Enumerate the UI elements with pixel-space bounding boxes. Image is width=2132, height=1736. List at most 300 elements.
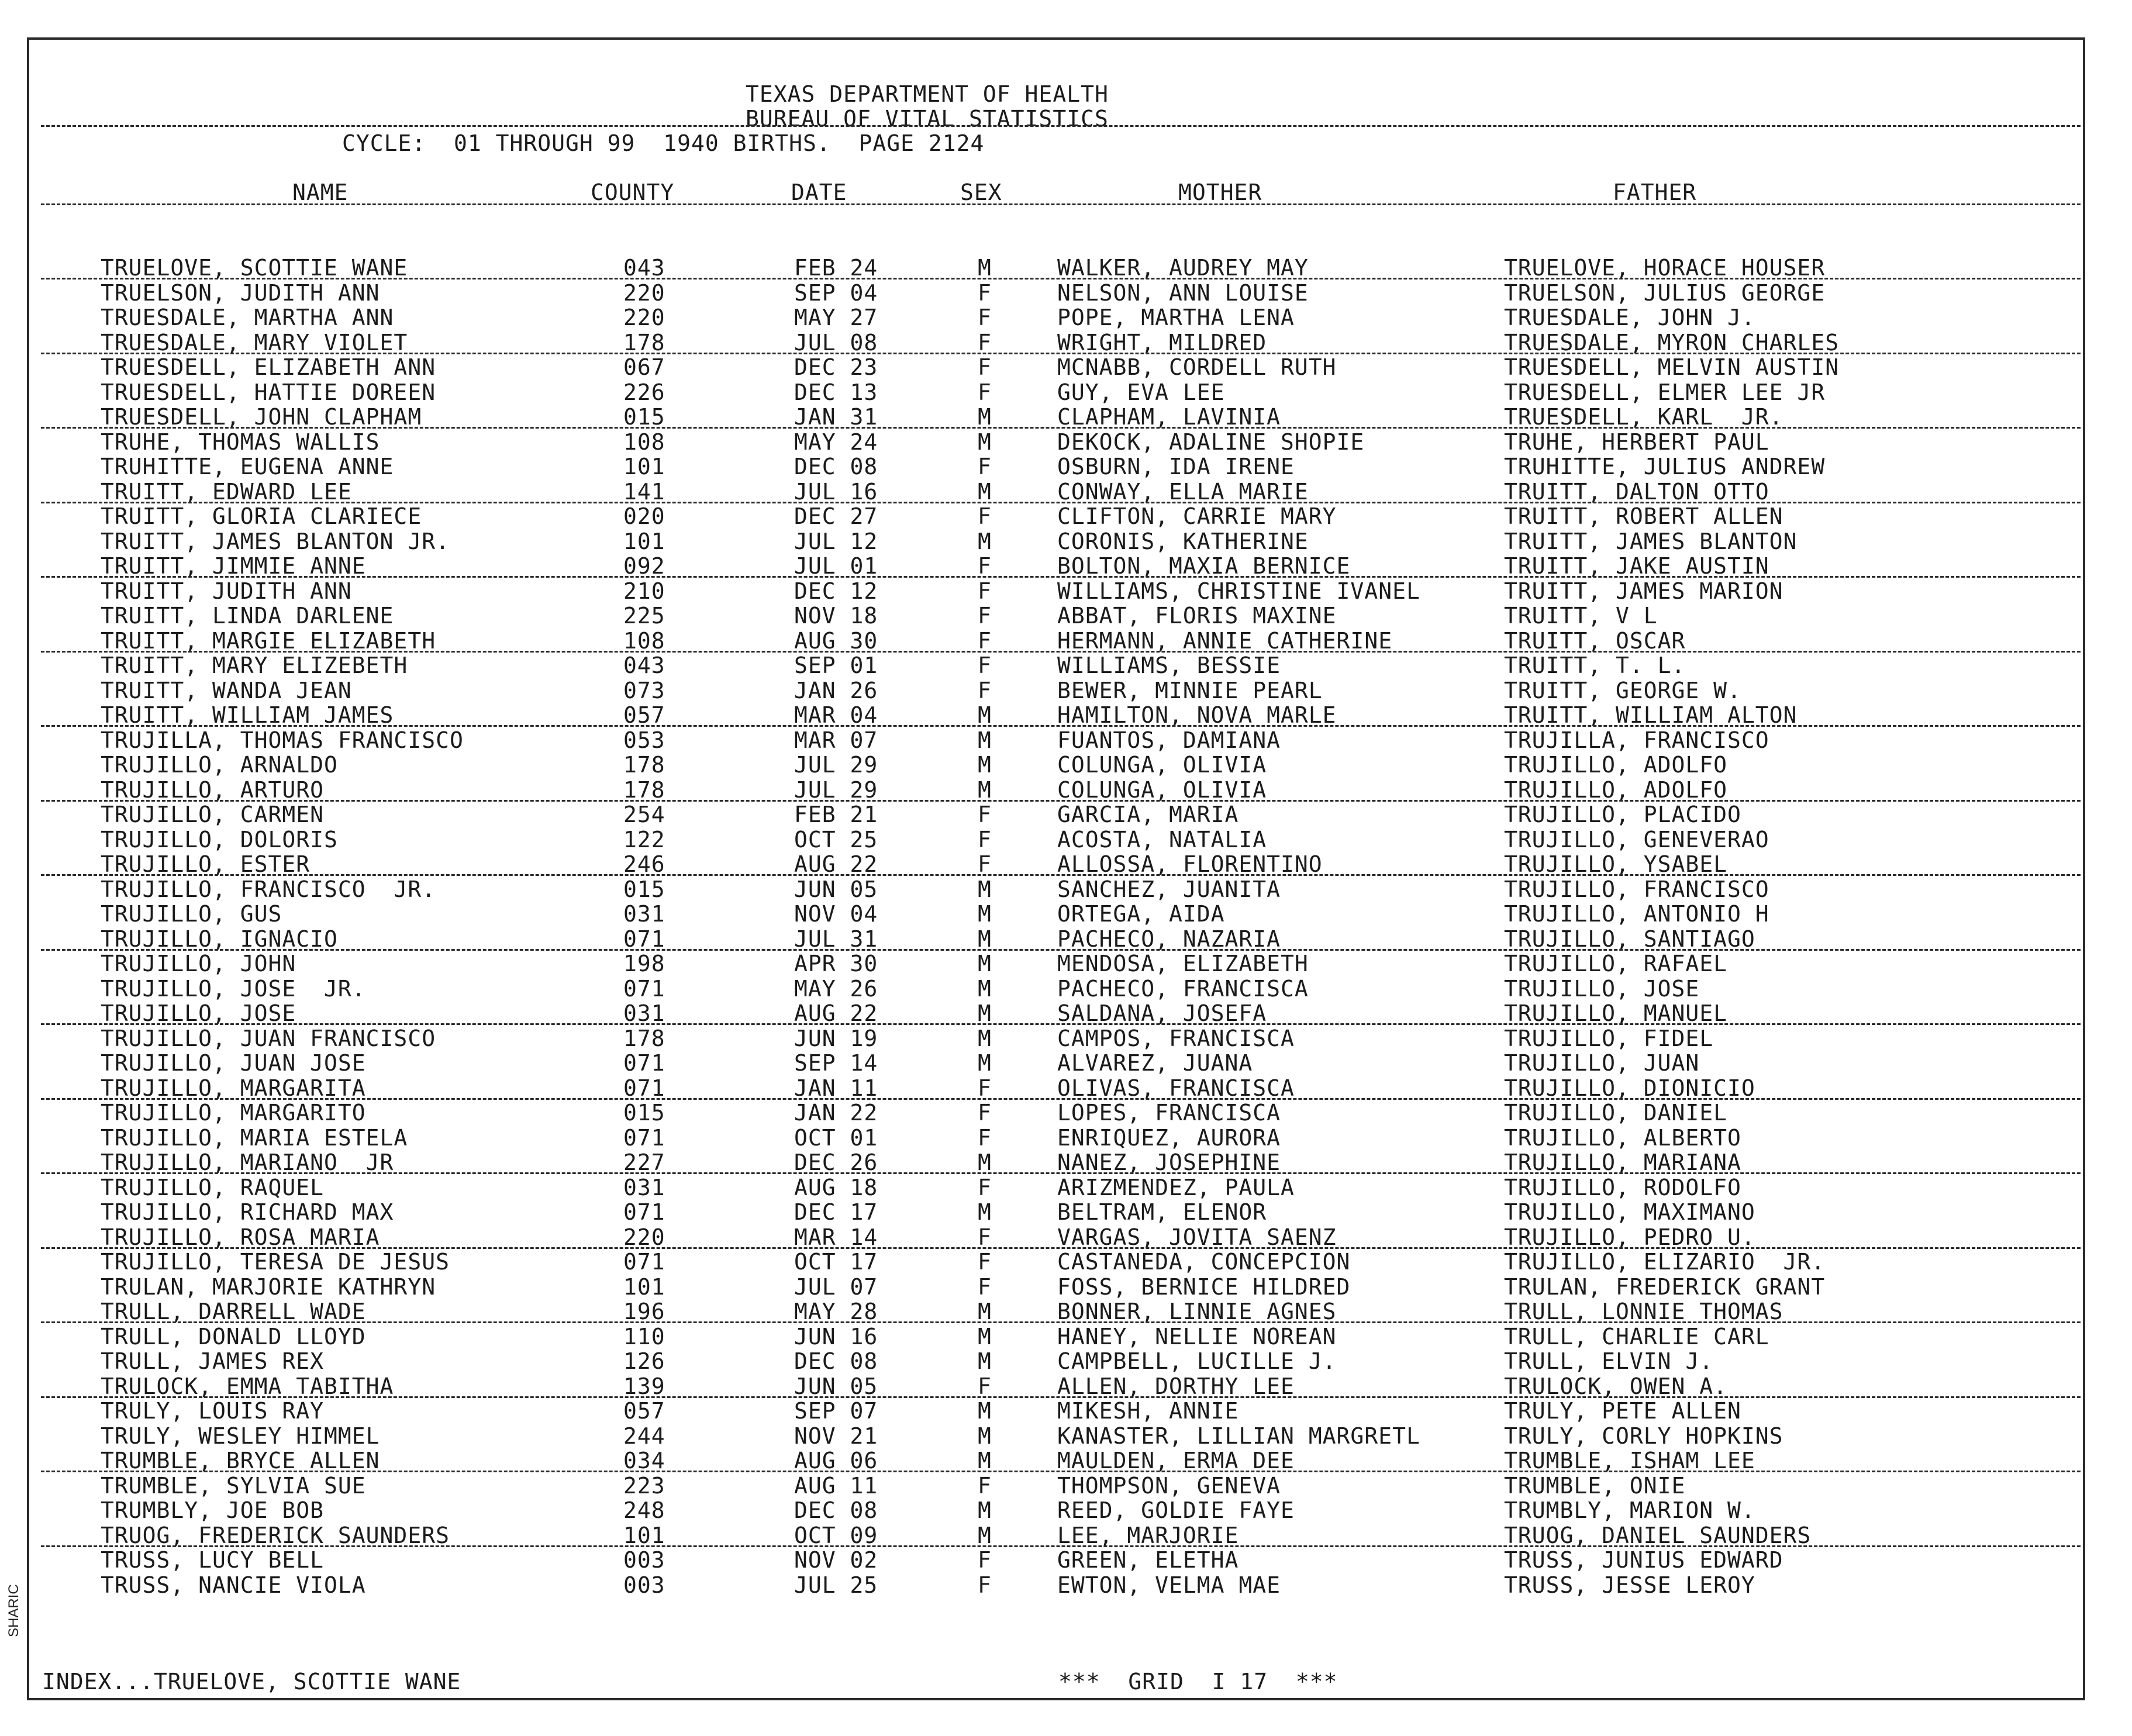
- record-father: TRUJILLO, GENEVERAO: [1504, 826, 1769, 853]
- record-mother: OLIVAS, FRANCISCA: [1057, 1075, 1295, 1101]
- record-father: TRUMBLE, ISHAM LEE: [1504, 1448, 1755, 1473]
- record-mother: MENDOSA, ELIZABETH: [1057, 951, 1309, 976]
- record-row: [0, 603, 2132, 629]
- row-separator: [41, 1471, 2081, 1472]
- record-sex: M: [978, 1448, 992, 1473]
- record-mother: HAMILTON, NOVA MARLE: [1057, 702, 1337, 728]
- record-name: TRUSS, LUCY BELL: [101, 1547, 325, 1573]
- grid-footer: *** GRID I 17 ***: [1058, 1669, 1338, 1694]
- column-header-rule: [41, 203, 2081, 205]
- record-mother: THOMPSON, GENEVA: [1057, 1472, 1281, 1499]
- record-sex: F: [978, 1273, 992, 1300]
- record-mother: BELTRAM, ELENOR: [1057, 1199, 1267, 1225]
- record-father: TRUITT, ROBERT ALLEN: [1504, 503, 1783, 529]
- record-date: JUN 16: [794, 1323, 878, 1350]
- record-name: TRUITT, JUDITH ANN: [101, 578, 352, 604]
- record-date: JUL 31: [794, 926, 878, 952]
- record-name: TRUESDELL, ELIZABETH ANN: [101, 354, 436, 380]
- row-separator: [41, 576, 2081, 578]
- row-separator: [41, 278, 2081, 279]
- record-sex: F: [978, 677, 992, 703]
- record-date: MAY 28: [794, 1299, 878, 1324]
- record-date: MAY 26: [794, 975, 878, 1002]
- record-sex: F: [978, 1075, 992, 1101]
- record-county: 244: [623, 1423, 665, 1449]
- record-row: [0, 504, 2132, 529]
- record-row: [0, 1399, 2132, 1424]
- record-date: MAY 27: [794, 305, 878, 330]
- record-mother: CAMPOS, FRANCISCA: [1057, 1025, 1295, 1051]
- record-date: DEC 08: [794, 1348, 878, 1374]
- record-mother: FUANTOS, DAMIANA: [1057, 727, 1281, 753]
- record-county: 071: [623, 975, 665, 1002]
- record-row: [0, 1250, 2132, 1275]
- record-mother: ALLEN, DORTHY LEE: [1057, 1373, 1295, 1399]
- record-row: [0, 1448, 2132, 1473]
- column-header-father: FATHER: [1613, 180, 1697, 205]
- record-row: [0, 579, 2132, 604]
- record-mother: MAULDEN, ERMA DEE: [1057, 1448, 1295, 1473]
- cycle-line: CYCLE: 01 THROUGH 99 1940 BIRTHS. PAGE 2124: [342, 130, 985, 156]
- record-date: AUG 22: [794, 851, 878, 877]
- record-sex: M: [978, 1348, 992, 1374]
- record-sex: M: [978, 901, 992, 927]
- record-father: TRUMBLE, ONIE: [1504, 1472, 1686, 1499]
- record-name: TRUITT, WILLIAM JAMES: [101, 702, 394, 728]
- record-name: TRUJILLO, RICHARD MAX: [101, 1199, 394, 1225]
- record-father: TRULOCK, OWEN A.: [1504, 1373, 1728, 1399]
- record-name: TRUMBLE, BRYCE ALLEN: [101, 1448, 380, 1473]
- record-mother: ALVAREZ, JUANA: [1057, 1050, 1253, 1076]
- bureau-title: BUREAU OF VITAL STATISTICS: [746, 106, 1109, 132]
- record-name: TRUESDALE, MARY VIOLET: [101, 329, 408, 356]
- record-sex: M: [978, 752, 992, 778]
- record-name: TRUMBLE, SYLVIA SUE: [101, 1472, 366, 1499]
- record-date: DEC 17: [794, 1199, 878, 1225]
- row-separator: [41, 874, 2081, 876]
- record-sex: M: [978, 1398, 992, 1424]
- record-name: TRUJILLO, ESTER: [101, 851, 311, 877]
- record-sex: M: [978, 478, 992, 505]
- record-date: NOV 02: [794, 1547, 878, 1573]
- record-row: [0, 330, 2132, 356]
- record-mother: WALKER, AUDREY MAY: [1057, 255, 1309, 281]
- record-sex: F: [978, 802, 992, 827]
- record-county: 139: [623, 1373, 665, 1399]
- record-row: [0, 1026, 2132, 1051]
- record-father: TRULAN, FREDERICK GRANT: [1504, 1273, 1826, 1300]
- record-father: TRUJILLO, DIONICIO: [1504, 1075, 1755, 1101]
- record-sex: M: [978, 1522, 992, 1548]
- record-sex: F: [978, 1572, 992, 1598]
- record-row: [0, 1548, 2132, 1573]
- record-row: [0, 1424, 2132, 1449]
- record-date: JUL 12: [794, 528, 878, 554]
- record-date: JAN 11: [794, 1075, 878, 1101]
- record-date: SEP 01: [794, 653, 878, 678]
- record-mother: WRIGHT, MILDRED: [1057, 329, 1267, 356]
- record-county: 220: [623, 1224, 665, 1250]
- record-county: 223: [623, 1472, 665, 1499]
- record-sex: M: [978, 975, 992, 1002]
- record-name: TRUJILLO, JOHN: [101, 951, 296, 976]
- record-mother: CLAPHAM, LAVINIA: [1057, 404, 1281, 430]
- record-sex: M: [978, 702, 992, 728]
- record-mother: SANCHEZ, JUANITA: [1057, 876, 1281, 902]
- record-mother: WILLIAMS, CHRISTINE IVANEL: [1057, 578, 1420, 604]
- record-date: OCT 01: [794, 1124, 878, 1151]
- record-county: 015: [623, 876, 665, 902]
- record-name: TRUESDELL, JOHN CLAPHAM: [101, 404, 422, 430]
- record-county: 031: [623, 1174, 665, 1200]
- record-sex: F: [978, 305, 992, 330]
- record-county: 015: [623, 404, 665, 430]
- record-name: TRUITT, EDWARD LEE: [101, 478, 352, 505]
- record-row: [0, 1473, 2132, 1499]
- record-county: 126: [623, 1348, 665, 1374]
- record-date: JUL 16: [794, 478, 878, 505]
- record-mother: ABBAT, FLORIS MAXINE: [1057, 603, 1337, 629]
- record-mother: ALLOSSA, FLORENTINO: [1057, 851, 1323, 877]
- record-county: 101: [623, 1522, 665, 1548]
- record-name: TRUJILLA, THOMAS FRANCISCO: [101, 727, 464, 753]
- record-date: JAN 31: [794, 404, 878, 430]
- record-mother: POPE, MARTHA LENA: [1057, 305, 1295, 330]
- record-father: TRUJILLO, PLACIDO: [1504, 802, 1741, 827]
- record-row: [0, 1001, 2132, 1026]
- record-name: TRULL, JAMES REX: [101, 1348, 325, 1374]
- record-sex: F: [978, 603, 992, 629]
- record-father: TRUITT, DALTON OTTO: [1504, 478, 1769, 505]
- record-father: TRUITT, V L: [1504, 603, 1658, 629]
- record-father: TRUESDELL, MELVIN AUSTIN: [1504, 354, 1840, 380]
- record-county: 178: [623, 1025, 665, 1051]
- record-date: JUL 29: [794, 752, 878, 778]
- record-date: NOV 18: [794, 603, 878, 629]
- record-father: TRUHITTE, JULIUS ANDREW: [1504, 454, 1826, 479]
- record-father: TRUJILLO, DANIEL: [1504, 1100, 1728, 1126]
- record-county: 071: [623, 1249, 665, 1275]
- record-row: [0, 1126, 2132, 1151]
- record-name: TRUHE, THOMAS WALLIS: [101, 429, 380, 455]
- record-county: 220: [623, 279, 665, 306]
- record-county: 248: [623, 1497, 665, 1523]
- record-mother: MCNABB, CORDELL RUTH: [1057, 354, 1337, 380]
- record-father: TRUJILLO, PEDRO U.: [1504, 1224, 1755, 1250]
- record-county: 210: [623, 578, 665, 604]
- record-mother: ACOSTA, NATALIA: [1057, 826, 1267, 853]
- record-county: 003: [623, 1572, 665, 1598]
- record-row: [0, 454, 2132, 479]
- record-county: 198: [623, 951, 665, 976]
- record-sex: F: [978, 851, 992, 877]
- record-date: FEB 24: [794, 255, 878, 281]
- record-county: 073: [623, 677, 665, 703]
- record-mother: HANEY, NELLIE NOREAN: [1057, 1323, 1337, 1350]
- record-father: TRUJILLO, ADOLFO: [1504, 752, 1728, 778]
- record-row: [0, 877, 2132, 902]
- record-sex: F: [978, 354, 992, 380]
- record-mother: FOSS, BERNICE HILDRED: [1057, 1273, 1351, 1300]
- record-row: [0, 554, 2132, 579]
- record-row: [0, 430, 2132, 455]
- index-footer: INDEX...TRUELOVE, SCOTTIE WANE: [42, 1669, 461, 1694]
- record-county: 122: [623, 826, 665, 853]
- record-name: TRUJILLO, MARGARITO: [101, 1100, 366, 1126]
- record-mother: VARGAS, JOVITA SAENZ: [1057, 1224, 1337, 1250]
- record-date: FEB 21: [794, 802, 878, 827]
- record-father: TRULY, CORLY HOPKINS: [1504, 1423, 1783, 1449]
- record-county: 101: [623, 1273, 665, 1300]
- record-row: [0, 1573, 2132, 1598]
- record-sex: F: [978, 627, 992, 654]
- record-name: TRUJILLO, DOLORIS: [101, 826, 338, 853]
- record-mother: ORTEGA, AIDA: [1057, 901, 1225, 927]
- row-separator: [41, 1023, 2081, 1025]
- record-sex: F: [978, 1100, 992, 1126]
- record-sex: M: [978, 1000, 992, 1026]
- record-county: 043: [623, 255, 665, 281]
- column-header-sex: SEX: [960, 180, 1002, 205]
- record-sex: F: [978, 653, 992, 678]
- record-row: [0, 629, 2132, 654]
- record-row: [0, 976, 2132, 1002]
- record-father: TRUJILLO, JUAN: [1504, 1050, 1700, 1076]
- record-name: TRUSS, NANCIE VIOLA: [101, 1572, 366, 1598]
- record-mother: COLUNGA, OLIVIA: [1057, 752, 1267, 778]
- record-county: 196: [623, 1299, 665, 1324]
- record-father: TRUJILLO, SANTIAGO: [1504, 926, 1755, 952]
- record-county: 246: [623, 851, 665, 877]
- record-sex: F: [978, 1124, 992, 1151]
- record-father: TRUSS, JESSE LEROY: [1504, 1572, 1755, 1598]
- record-name: TRUJILLO, JUAN JOSE: [101, 1050, 366, 1076]
- record-mother: OSBURN, IDA IRENE: [1057, 454, 1295, 479]
- record-date: DEC 12: [794, 578, 878, 604]
- record-date: JUL 25: [794, 1572, 878, 1598]
- record-name: TRULY, LOUIS RAY: [101, 1398, 325, 1424]
- record-sex: M: [978, 776, 992, 803]
- record-father: TRUJILLO, MAXIMANO: [1504, 1199, 1755, 1225]
- record-row: [0, 753, 2132, 778]
- record-sex: F: [978, 1472, 992, 1499]
- record-mother: DEKOCK, ADALINE SHOPIE: [1057, 429, 1365, 455]
- record-county: 101: [623, 528, 665, 554]
- record-row: [0, 1076, 2132, 1101]
- record-row: [0, 479, 2132, 505]
- record-row: [0, 728, 2132, 753]
- record-row: [0, 653, 2132, 678]
- column-header-county: COUNTY: [591, 180, 675, 205]
- record-father: TRUJILLO, RAFAEL: [1504, 951, 1728, 976]
- record-date: OCT 25: [794, 826, 878, 853]
- record-name: TRULL, DONALD LLOYD: [101, 1323, 366, 1350]
- record-county: 227: [623, 1150, 665, 1175]
- record-date: OCT 17: [794, 1249, 878, 1275]
- record-name: TRUELSON, JUDITH ANN: [101, 279, 380, 306]
- record-name: TRUESDELL, HATTIE DOREEN: [101, 379, 436, 405]
- record-date: JAN 22: [794, 1100, 878, 1126]
- record-date: SEP 07: [794, 1398, 878, 1424]
- record-county: 071: [623, 926, 665, 952]
- record-sex: F: [978, 553, 992, 579]
- record-name: TRUITT, MARGIE ELIZABETH: [101, 627, 436, 654]
- record-county: 178: [623, 329, 665, 356]
- record-row: [0, 1275, 2132, 1300]
- record-sex: M: [978, 727, 992, 753]
- record-row: [0, 1324, 2132, 1350]
- record-sex: F: [978, 826, 992, 853]
- record-date: DEC 26: [794, 1150, 878, 1175]
- record-father: TRUJILLO, YSABEL: [1504, 851, 1728, 877]
- record-name: TRUITT, WANDA JEAN: [101, 677, 352, 703]
- record-date: MAR 07: [794, 727, 878, 753]
- record-row: [0, 256, 2132, 281]
- record-row: [0, 355, 2132, 380]
- record-row: [0, 305, 2132, 330]
- record-name: TRUJILLO, IGNACIO: [101, 926, 338, 952]
- record-father: TRUELSON, JULIUS GEORGE: [1504, 279, 1826, 306]
- record-father: TRUITT, JAMES MARION: [1504, 578, 1783, 604]
- record-father: TRUMBLY, MARION W.: [1504, 1497, 1755, 1523]
- record-father: TRUITT, JAMES BLANTON: [1504, 528, 1798, 554]
- record-county: 178: [623, 776, 665, 803]
- record-name: TRUITT, JIMMIE ANNE: [101, 553, 366, 579]
- record-sex: M: [978, 1050, 992, 1076]
- record-row: [0, 1200, 2132, 1225]
- record-name: TRUJILLO, GUS: [101, 901, 282, 927]
- record-date: DEC 13: [794, 379, 878, 405]
- record-name: TRUJILLO, CARMEN: [101, 802, 325, 827]
- record-sex: M: [978, 876, 992, 902]
- record-date: NOV 21: [794, 1423, 878, 1449]
- row-separator: [41, 1172, 2081, 1174]
- record-row: [0, 1523, 2132, 1548]
- record-date: JUN 05: [794, 876, 878, 902]
- record-row: [0, 951, 2132, 976]
- record-date: JUN 05: [794, 1373, 878, 1399]
- record-row: [0, 678, 2132, 703]
- record-name: TRUJILLO, MARIANO JR: [101, 1150, 394, 1175]
- record-mother: KANASTER, LILLIAN MARGRETL: [1057, 1423, 1420, 1449]
- record-county: 110: [623, 1323, 665, 1350]
- record-date: AUG 06: [794, 1448, 878, 1473]
- record-father: TRUITT, JAKE AUSTIN: [1504, 553, 1769, 579]
- record-name: TRUHITTE, EUGENA ANNE: [101, 454, 394, 479]
- record-date: SEP 04: [794, 279, 878, 306]
- record-date: NOV 04: [794, 901, 878, 927]
- record-row: [0, 1349, 2132, 1374]
- record-row: [0, 827, 2132, 853]
- record-father: TRUESDALE, JOHN J.: [1504, 305, 1755, 330]
- record-father: TRUESDALE, MYRON CHARLES: [1504, 329, 1840, 356]
- birth-records-list: [0, 256, 2132, 1597]
- record-sex: M: [978, 926, 992, 952]
- record-name: TRUJILLO, FRANCISCO JR.: [101, 876, 436, 902]
- record-name: TRUJILLO, RAQUEL: [101, 1174, 325, 1200]
- record-father: TRUESDELL, KARL JR.: [1504, 404, 1783, 430]
- record-sex: M: [978, 528, 992, 554]
- record-row: [0, 852, 2132, 877]
- record-row: [0, 1299, 2132, 1324]
- record-sex: F: [978, 1174, 992, 1200]
- record-row: [0, 778, 2132, 803]
- record-mother: CONWAY, ELLA MARIE: [1057, 478, 1309, 505]
- record-mother: BONNER, LINNIE AGNES: [1057, 1299, 1337, 1324]
- record-row: [0, 529, 2132, 554]
- record-father: TRUITT, OSCAR: [1504, 627, 1686, 654]
- record-date: OCT 09: [794, 1522, 878, 1548]
- record-father: TRUJILLO, ANTONIO H: [1504, 901, 1769, 927]
- record-date: JAN 26: [794, 677, 878, 703]
- record-mother: CORONIS, KATHERINE: [1057, 528, 1309, 554]
- record-date: JUL 07: [794, 1273, 878, 1300]
- record-name: TRUOG, FREDERICK SAUNDERS: [101, 1522, 450, 1548]
- record-county: 141: [623, 478, 665, 505]
- record-county: 057: [623, 1398, 665, 1424]
- record-county: 003: [623, 1547, 665, 1573]
- record-date: MAY 24: [794, 429, 878, 455]
- record-name: TRUJILLO, JOSE JR.: [101, 975, 366, 1002]
- record-date: DEC 23: [794, 354, 878, 380]
- record-county: 108: [623, 627, 665, 654]
- record-name: TRUITT, MARY ELIZEBETH: [101, 653, 408, 678]
- record-row: [0, 902, 2132, 927]
- record-row: [0, 1175, 2132, 1200]
- record-sex: M: [978, 429, 992, 455]
- record-row: [0, 1225, 2132, 1250]
- record-mother: ARIZMENDEZ, PAULA: [1057, 1174, 1295, 1200]
- record-mother: PACHECO, NAZARIA: [1057, 926, 1281, 952]
- record-name: TRUJILLO, ARTURO: [101, 776, 325, 803]
- record-county: 015: [623, 1100, 665, 1126]
- agency-title: TEXAS DEPARTMENT OF HEALTH: [746, 81, 1109, 107]
- record-sex: F: [978, 379, 992, 405]
- record-name: TRUJILLO, JOSE: [101, 1000, 296, 1026]
- record-name: TRUITT, JAMES BLANTON JR.: [101, 528, 450, 554]
- record-mother: GUY, EVA LEE: [1057, 379, 1225, 405]
- record-date: JUL 08: [794, 329, 878, 356]
- record-sex: M: [978, 404, 992, 430]
- record-date: JUL 01: [794, 553, 878, 579]
- record-row: [0, 1051, 2132, 1076]
- row-separator: [41, 1321, 2081, 1323]
- record-sex: M: [978, 1150, 992, 1175]
- record-mother: NELSON, ANN LOUISE: [1057, 279, 1309, 306]
- record-sex: F: [978, 454, 992, 479]
- record-sex: M: [978, 1299, 992, 1324]
- record-row: [0, 1498, 2132, 1523]
- record-county: 101: [623, 454, 665, 479]
- record-name: TRUMBLY, JOE BOB: [101, 1497, 325, 1523]
- record-name: TRUJILLO, TERESA DE JESUS: [101, 1249, 450, 1275]
- record-father: TRUESDELL, ELMER LEE JR: [1504, 379, 1826, 405]
- record-sex: M: [978, 1025, 992, 1051]
- record-sex: F: [978, 578, 992, 604]
- record-sex: F: [978, 1224, 992, 1250]
- record-father: TRUJILLO, FRANCISCO: [1504, 876, 1769, 902]
- record-father: TRULL, ELVIN J.: [1504, 1348, 1714, 1374]
- record-row: [0, 703, 2132, 728]
- record-name: TRULOCK, EMMA TABITHA: [101, 1373, 394, 1399]
- record-mother: WILLIAMS, BESSIE: [1057, 653, 1281, 678]
- record-row: [0, 405, 2132, 430]
- record-county: 178: [623, 752, 665, 778]
- record-date: AUG 22: [794, 1000, 878, 1026]
- record-father: TRUJILLO, ALBERTO: [1504, 1124, 1741, 1151]
- record-sex: F: [978, 1547, 992, 1573]
- record-name: TRUJILLO, MARIA ESTELA: [101, 1124, 408, 1151]
